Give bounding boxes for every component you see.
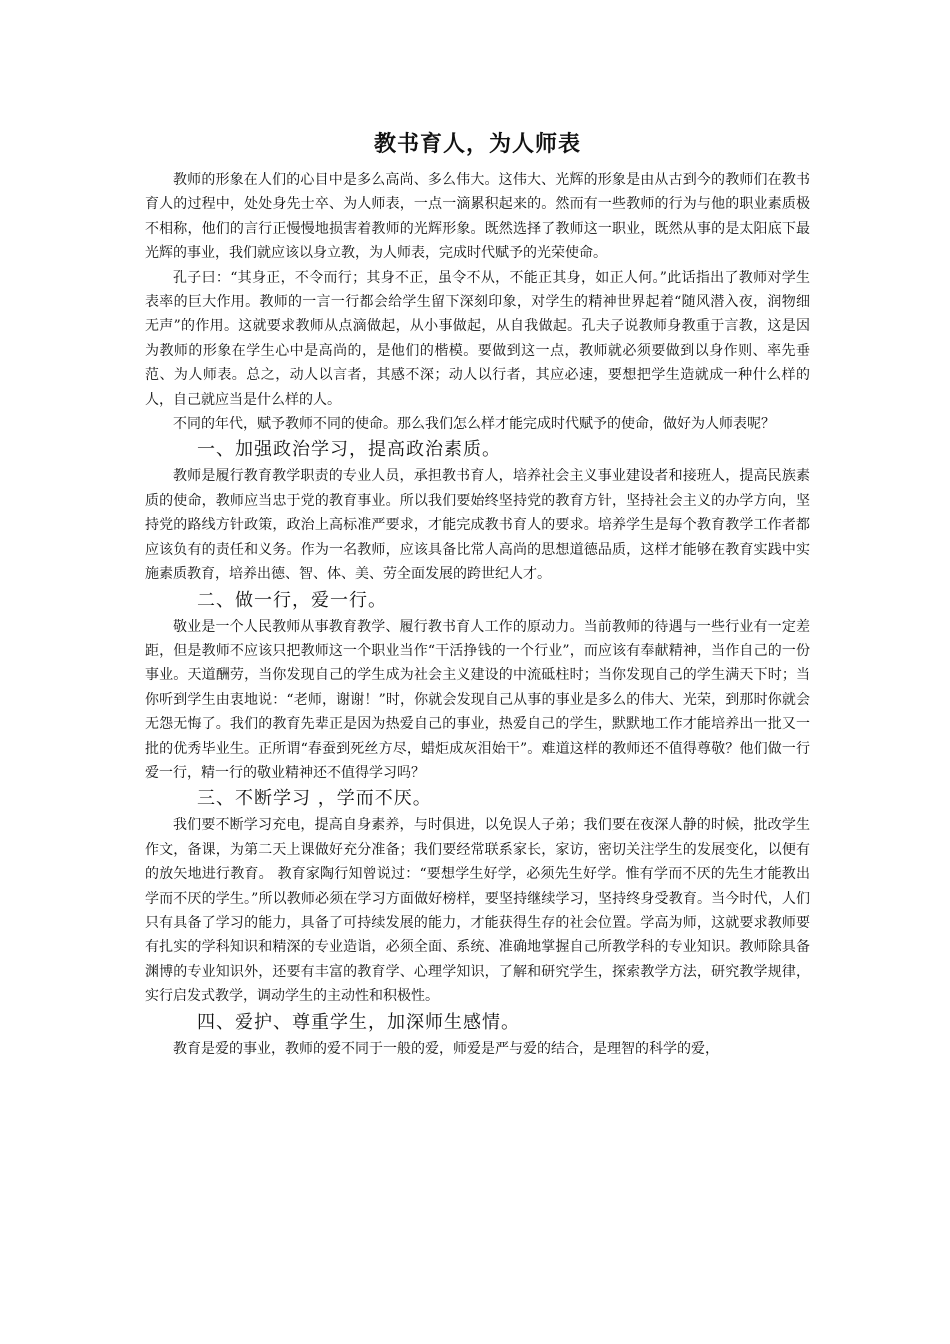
section-heading-1: 一、加强政治学习，提高政治素质。 bbox=[197, 439, 501, 461]
section-4-paragraph: 教育是爱的事业，教师的爱不同于一般的爱，师爱是严与爱的结合，是理智的科学的爱， bbox=[173, 1040, 719, 1057]
section-heading-4: 四、爱护、尊重学生，加深师生感情。 bbox=[197, 1011, 520, 1033]
intro-paragraph-3: 不同的年代，赋予教师不同的使命。那么我们怎么样才能完成时代赋予的使命，做好为人师表呢？ bbox=[173, 416, 775, 433]
section-heading-2: 二、做一行，爱一行。 bbox=[197, 589, 387, 611]
document-page bbox=[145, 130, 810, 1061]
section-1-paragraph: 教师是履行教育教学职责的专业人员，承担教书育人，培养社会主义事业建设者和接班人，提高民族素质的使命，教师应当忠于党的教育事业。所以我们要始终坚持党的教育方针，坚持社会主义的办学方向，坚持党的路线方针政策，政治上高标准严要求，才能完成教书育人的要求。培养学生是每个教育教学工作者都应该负有的责任和义务。作为一名教师，应该具备比常人高尚的思想道德品质，这样才能够在教育实践中实施素质教育，培养出德、智、体、美、劳全面发展的跨世纪人才。 bbox=[145, 468, 810, 583]
intro-paragraph-2: 孔子曰：“其身正，不令而行；其身不正，虽令不从，不能正其身，如正人何。”此话指出了教师对学生表率的巨大作用。教师的一言一行都会给学生留下深刻印象，对学生的精神世界起着“随风潜入夜，润物细无声”的作用。这就要求教师从点滴做起，从小事做起，从自我做起。孔夫子说教师身教重于言教，这是因为教师的形象在学生心中是高尚的，是他们的楷模。要做到这一点，教师就必须要做到以身作则、率先垂范、为人师表。总之，动人以言者，其感不深；动人以行者，其应必速，要想把学生造就成一种什么样的人，自己就应当是什么样的人。 bbox=[145, 269, 810, 408]
document-title: 教书育人，为人师表 bbox=[373, 132, 581, 157]
section-2-paragraph: 敬业是一个人民教师从事教育教学、履行教书育人工作的原动力。当前教师的待遇与一些行业有一定差距，但是教师不应该只把教师这一个职业当作“干活挣钱的一个行业”，而应该有奉献精神，当作自己的一份事业。天道酬劳，当你发现自己的学生成为社会主义建设的中流砥柱时；当你发现自己的学生满天下时；当你听到学生由衷地说：“老师，谢谢！”时，你就会发现自己从事的事业是多么的伟大、光荣，到那时你就会无怨无悔了。我们的教育先辈正是因为热爱自己的事业，热爱自己的学生，默默地工作才能培养出一批又一批的优秀毕业生。正所谓“春蚕到死丝方尽，蜡炬成灰泪始干”。难道这样的教师还不值得尊敬？他们做一行爱一行，精一行的敬业精神还不值得学习吗？ bbox=[145, 618, 810, 781]
section-heading-3: 三、不断学习 ，学而不厌。 bbox=[197, 788, 432, 810]
section-3-paragraph: 我们要不断学习充电，提高自身素养，与时俱进，以免误人子弟；我们要在夜深人静的时候，批改学生作文，备课，为第二天上课做好充分准备；我们要经常联系家长，家访，密切关注学生的发展变化，以便有的放矢地进行教育。 教育家陶行知曾说过：“要想学生好学，必须先生好学。惟有学而不厌的先生才能教出学而不厌的学生。”所以教师必须在学习方面做好榜样，要坚持继续学习，坚持终身受教育。当今时代，人们只有具备了学习的能力，具备了可持续发展的能力，才能获得生存的社会位置。学高为师，这就要求教师要有扎实的学科知识和精深的专业造诣，必须全面、系统、准确地掌握自己所教学科的专业知识。教师除具备渊博的专业知识外，还要有丰富的教育学、心理学知识，了解和研究学生，探索教学方法，研究教学规律，实行启发式教学，调动学生的主动性和积极性。 bbox=[145, 817, 810, 1005]
intro-paragraph-1: 教师的形象在人们的心目中是多么高尚、多么伟大。这伟大、光辉的形象是由从古到今的教师们在教书育人的过程中，处处身先士卒、为人师表，一点一滴累积起来的。然而有一些教师的行为与他的职业素质极不相称，他们的言行正慢慢地损害着教师的光辉形象。既然选择了教师这一职业，既然从事的是太阳底下最光辉的事业，我们就应该以身立教，为人师表，完成时代赋予的光荣使命。 bbox=[145, 172, 810, 262]
